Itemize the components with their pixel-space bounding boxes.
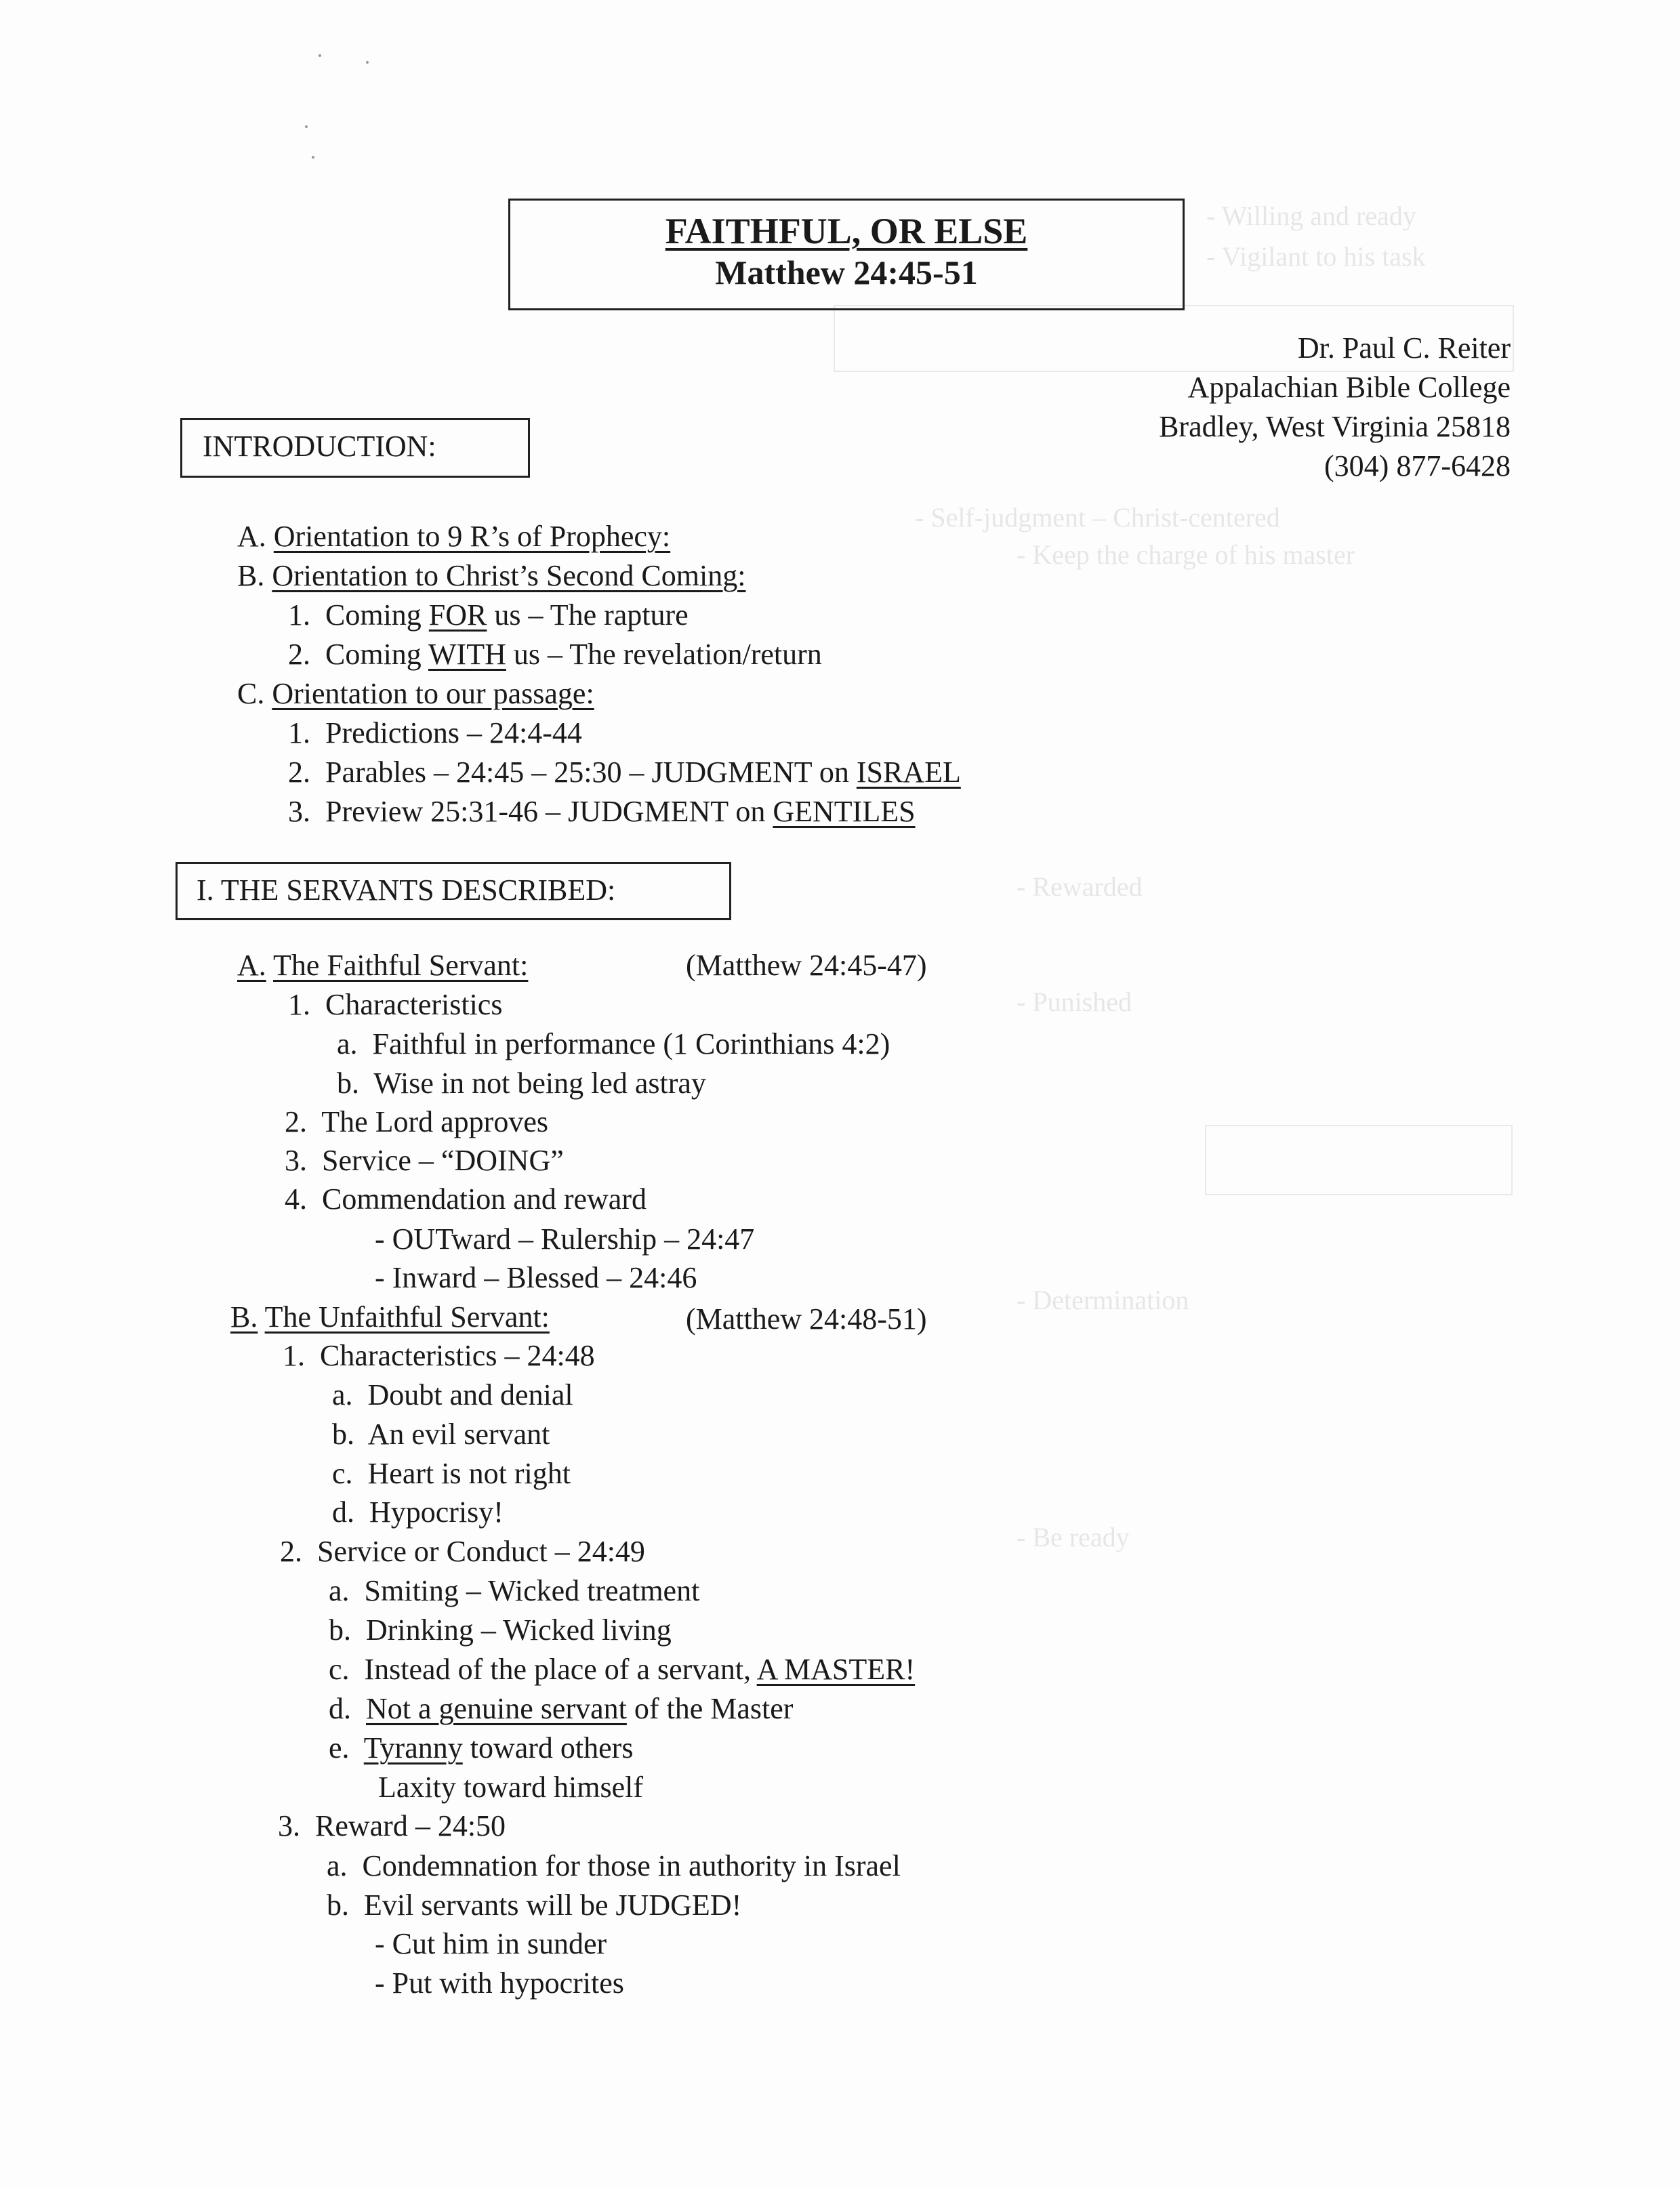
unfaithful-item-1a <box>332 1376 573 1415</box>
outline-number: 1. <box>288 988 310 1021</box>
outline-number: 2. <box>288 756 310 789</box>
unfaithful-item-2e-continuation: Laxity toward himself <box>378 1771 644 1804</box>
outline-letter: a. <box>337 1027 358 1060</box>
scripture-reference: Matthew 24:45-51 <box>715 253 978 291</box>
outline-text: Parables – 24:45 – 25:30 – JUDGMENT on <box>325 756 857 789</box>
outline-emphasis: Not a genuine servant <box>366 1692 627 1725</box>
unfaithful-item-2e <box>329 1729 633 1768</box>
outline-marker: B. <box>230 1300 258 1334</box>
title-box <box>508 199 1185 310</box>
outline-letter: b. <box>332 1418 354 1451</box>
bleed-through-text: - Willing and ready <box>1206 201 1416 231</box>
faithful-item-1a <box>337 1025 890 1064</box>
outline-text: Service or Conduct – 24:49 <box>317 1535 645 1568</box>
outline-text: Smiting – Wicked treatment <box>364 1574 700 1607</box>
outline-text: Orientation to 9 R’s of Prophecy: <box>273 520 671 553</box>
outline-text: Characteristics – 24:48 <box>320 1339 595 1372</box>
scan-speck <box>305 125 308 128</box>
outline-marker: B. <box>237 559 265 592</box>
outline-text: An evil servant <box>367 1418 550 1451</box>
scan-speck <box>312 156 314 159</box>
outline-marker: A. <box>237 949 266 982</box>
outline-emphasis: WITH <box>428 638 506 671</box>
intro-item-a <box>237 517 670 556</box>
outline-text: Preview 25:31-46 – JUDGMENT on <box>325 795 773 828</box>
outline-number: 2. <box>280 1535 302 1568</box>
outline-text: The Unfaithful Servant: <box>264 1300 550 1334</box>
outline-letter: b. <box>337 1067 359 1100</box>
author-phone: (304) 877-6428 <box>1324 449 1511 482</box>
intro-item-b1 <box>288 596 689 635</box>
outline-text: Predictions – 24:4-44 <box>325 716 582 749</box>
outline-marker: C. <box>237 677 265 710</box>
outline-text: Service – “DOING” <box>322 1144 564 1177</box>
scan-speck <box>366 61 369 64</box>
outline-letter: d. <box>332 1495 354 1529</box>
outline-letter: b. <box>327 1888 349 1922</box>
intro-item-b2 <box>288 635 822 674</box>
unfaithful-item-1c <box>332 1454 571 1493</box>
outline-number: 3. <box>278 1809 300 1842</box>
outline-text: Coming <box>325 638 429 671</box>
bleed-through-text: - Punished <box>1017 987 1132 1017</box>
outline-number: 2. <box>285 1105 307 1138</box>
faithful-item-3 <box>285 1141 564 1180</box>
outline-marker: A. <box>237 520 266 553</box>
outline-number: 1. <box>283 1339 305 1372</box>
faithful-item-4-inward: - Inward – Blessed – 24:46 <box>375 1261 697 1294</box>
outline-letter: d. <box>329 1692 351 1725</box>
outline-number: 1. <box>288 598 310 632</box>
author-institution: Appalachian Bible College <box>1187 371 1511 404</box>
intro-item-c3 <box>288 792 916 831</box>
outline-text: toward others <box>462 1731 634 1764</box>
faithful-item-4 <box>285 1180 647 1219</box>
intro-item-c2 <box>288 753 961 792</box>
outline-emphasis: FOR <box>428 598 487 632</box>
bleed-through-text: - Be ready <box>1017 1522 1130 1552</box>
unfaithful-item-2 <box>280 1532 645 1571</box>
outline-letter: a. <box>332 1378 353 1411</box>
outline-text: Hypocrisy! <box>369 1495 504 1529</box>
unfaithful-item-3b <box>327 1886 741 1925</box>
outline-text: The Lord approves <box>321 1105 548 1138</box>
outline-text: The Faithful Servant: <box>273 949 529 982</box>
unfaithful-item-2c <box>329 1650 915 1689</box>
outline-emphasis: Tyranny <box>363 1731 463 1764</box>
bleed-through-text: - Keep the charge of his master <box>1017 539 1355 570</box>
outline-text: Commendation and reward <box>322 1182 647 1216</box>
unfaithful-item-3 <box>278 1807 506 1846</box>
outline-emphasis: GENTILES <box>773 795 916 828</box>
outline-letter: e. <box>329 1731 350 1764</box>
outline-letter: b. <box>329 1613 351 1647</box>
outline-text: Coming <box>325 598 429 632</box>
outline-letter: a. <box>327 1849 348 1882</box>
faithful-servant-heading <box>237 946 528 985</box>
faithful-servant-reference: (Matthew 24:45-47) <box>686 949 927 982</box>
faithful-item-4-outward: - OUTward – Rulership – 24:47 <box>375 1222 755 1256</box>
unfaithful-item-2b <box>329 1611 672 1650</box>
outline-text: Orientation to Christ’s Second Coming: <box>272 559 746 592</box>
outline-text: Drinking – Wicked living <box>366 1613 672 1647</box>
introduction-heading-text: INTRODUCTION: <box>203 430 436 463</box>
unfaithful-item-3b-cut: - Cut him in sunder <box>375 1927 607 1960</box>
outline-emphasis: A MASTER! <box>756 1653 916 1686</box>
outline-text: Characteristics <box>325 988 503 1021</box>
author-block <box>1159 329 1511 486</box>
document-title: FAITHFUL, OR ELSE <box>665 211 1028 251</box>
intro-item-c1 <box>288 714 582 753</box>
outline-letter: c. <box>332 1457 353 1490</box>
bleed-through-text: - Rewarded <box>1017 871 1143 902</box>
outline-text: us – The revelation/return <box>506 638 822 671</box>
unfaithful-item-1b <box>332 1415 550 1454</box>
section-one-heading-text: I. THE SERVANTS DESCRIBED: <box>197 873 616 907</box>
outline-number: 2. <box>288 638 310 671</box>
introduction-heading <box>180 418 530 478</box>
outline-text: Condemnation for those in authority in Israel <box>362 1849 901 1882</box>
author-city: Bradley, West Virginia 25818 <box>1159 410 1511 443</box>
outline-text: Faithful in performance (1 Corinthians 4:2) <box>372 1027 890 1060</box>
outline-text: of the Master <box>626 1692 794 1725</box>
outline-text: Reward – 24:50 <box>315 1809 506 1842</box>
outline-number: 4. <box>285 1182 307 1216</box>
bleed-through-text: - Self-judgment – Christ-centered <box>915 502 1280 533</box>
faithful-item-2 <box>285 1102 548 1142</box>
outline-number: 3. <box>285 1144 307 1177</box>
outline-text: Heart is not right <box>367 1457 571 1490</box>
outline-text: Evil servants will be JUDGED! <box>364 1888 742 1922</box>
unfaithful-item-1 <box>283 1336 595 1376</box>
author-name: Dr. Paul C. Reiter <box>1297 331 1511 365</box>
outline-number: 1. <box>288 716 310 749</box>
faithful-item-1 <box>288 985 502 1025</box>
unfaithful-servant-reference: (Matthew 24:48-51) <box>686 1302 927 1336</box>
outline-text: Wise in not being led astray <box>373 1067 706 1100</box>
unfaithful-item-1d <box>332 1493 504 1532</box>
outline-text: Doubt and denial <box>367 1378 573 1411</box>
scan-speck <box>319 54 321 57</box>
unfaithful-servant-heading <box>230 1298 550 1337</box>
unfaithful-item-2a <box>329 1571 699 1611</box>
outline-text: Instead of the place of a servant, <box>364 1653 757 1686</box>
section-one-heading <box>176 862 731 920</box>
unfaithful-item-3b-hypocrites: - Put with hypocrites <box>375 1966 624 2000</box>
bleed-through-box <box>1205 1125 1513 1195</box>
faithful-item-1b <box>337 1064 706 1103</box>
outline-text: Orientation to our passage: <box>272 677 594 710</box>
outline-number: 3. <box>288 795 310 828</box>
intro-item-c <box>237 674 594 714</box>
outline-text: us – The rapture <box>487 598 689 632</box>
bleed-through-text: - Vigilant to his task <box>1206 241 1426 272</box>
outline-letter: c. <box>329 1653 350 1686</box>
unfaithful-item-3a <box>327 1846 901 1886</box>
unfaithful-item-2d <box>329 1689 793 1729</box>
intro-item-b <box>237 556 745 596</box>
outline-letter: a. <box>329 1574 350 1607</box>
bleed-through-text: - Determination <box>1017 1285 1189 1315</box>
outline-emphasis: ISRAEL <box>856 756 961 789</box>
